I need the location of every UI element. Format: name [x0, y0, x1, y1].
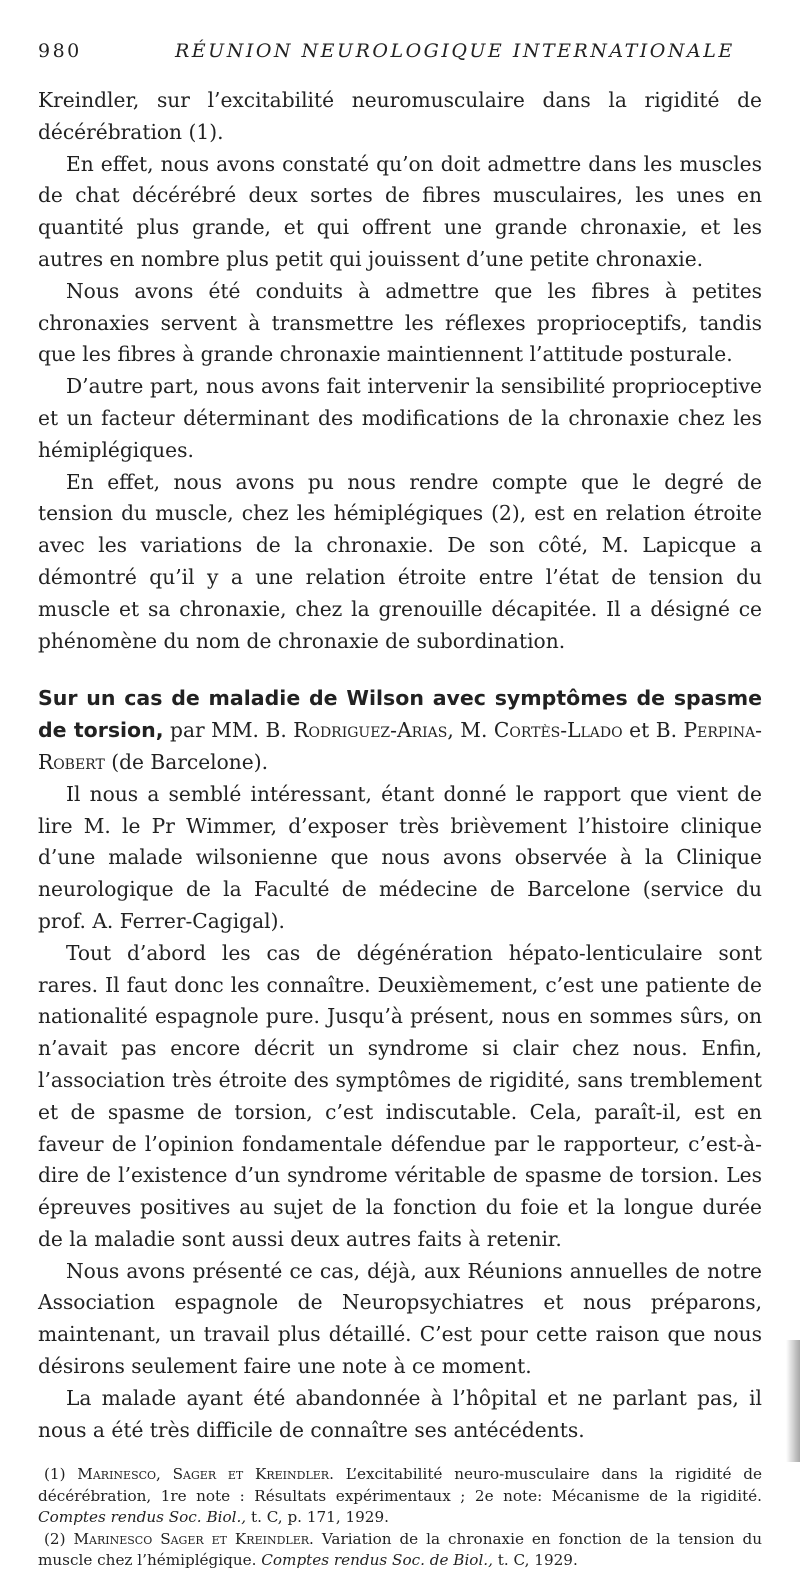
page-body — [38, 85, 762, 1572]
page-number: 980 — [38, 40, 82, 62]
footnote — [38, 1464, 762, 1529]
running-header — [38, 40, 758, 70]
footnote-authors: Marinesco, Sager et Kreindler. — [77, 1465, 334, 1484]
article-affiliation: (de Barcelone). — [111, 749, 269, 774]
paragraph: La malade ayant été abandonnée à l’hôpital et ne parlant pas, il nous a été très difficile de connaître ses antécédents. — [38, 1385, 762, 1442]
footnote-separator — [38, 1446, 762, 1456]
article-title: Sur un cas de maladie de Wilson avec symptômes de spasme de torsion, — [38, 686, 762, 743]
scan-edge-shadow — [786, 1340, 800, 1462]
paragraph: En effet, nous avons constaté qu’on doit admettre dans les muscles de chat décérébré deux sortes de fibres musculaires, les unes en quantité plus grande, et qui offrent une grande chronaxie, et les autres en nombre plus petit qui jouissent d’une petite chronaxie. — [38, 151, 762, 271]
footnote — [38, 1529, 762, 1572]
footnote-authors: Marinesco Sager et Kreindler. — [73, 1529, 314, 1548]
footnote-reference: t. C, p. 171, 1929. — [250, 1508, 389, 1527]
footnote-mark: (1) — [44, 1465, 66, 1484]
author-conjunction: et — [629, 718, 650, 743]
paragraph: Nous avons présenté ce cas, déjà, aux Réunions annuelles de notre Association espagnole de Neuropsychiatres et nous préparons, maintenant, un travail plus détaillé. C’est pour cette raison que nous désirons seulement faire une note à ce moment. — [38, 1258, 762, 1379]
article-author: M. Cortès-Llado — [460, 718, 623, 743]
paragraph: Nous avons été conduits à admettre que les fibres à petites chronaxies servent à transmettre les réflexes proprioceptifs, tandis que les fibres à grande chronaxie maintiennent l’attitude posturale. — [38, 278, 762, 367]
article-by: par MM. — [170, 718, 259, 743]
footnote-journal: Comptes rendus Soc. Biol., — [38, 1508, 247, 1527]
author-separator: , — [447, 718, 454, 743]
footnote-text: L’excitabilité neuro-musculaire dans la rigidité de décérébration, 1re note : Résultats expérimentaux ; 2e note: Mécanisme de la rigidité. — [38, 1465, 763, 1505]
article-author: B. Rodriguez-Arias — [265, 718, 448, 743]
paragraph: En effet, nous avons pu nous rendre compte que le degré de tension du muscle, chez les hémiplégiques (2), est en relation étroite avec les variations de la chronaxie. De son côté, M. Lapicque a démontré qu’il y a une relation étroite entre l’état de tension du muscle et sa chronaxie, chez la grenouille décapitée. Il a désigné ce phénomène du nom de chronaxie de subordination. — [38, 469, 762, 653]
running-title: RÉUNION NEUROLOGIQUE INTERNATIONALE — [175, 40, 735, 62]
footnote-journal: Comptes rendus Soc. de Biol., — [261, 1551, 493, 1570]
paragraph: D’autre part, nous avons fait intervenir la sensibilité proprioceptive et un facteur déterminant des modifications de la chronaxie chez les hémiplégiques. — [38, 374, 762, 462]
footnote-mark: (2) — [44, 1529, 66, 1548]
article-heading — [38, 683, 762, 778]
footnotes — [38, 1464, 762, 1572]
paragraph: Tout d’abord les cas de dégénération hépato-lenticulaire sont rares. Il faut donc les connaître. Deuxièmement, c’est une patiente de nationalité espagnole pure. Jusqu’à présent, nous en sommes sûrs, on n’avait pas encore décrit un syndrome si clair chez nous. Enfin, l’association très étroite des symptômes de rigidité, sans tremblement et de spasme de torsion, c’est indiscutable. Cela, paraît-il, est en faveur de l’opinion fondamentale défendue par le rapporteur, c’est-à-dire de l’existence d’un syndrome véritable de spasme de torsion. Les épreuves positives au sujet de la fonction du foie et la longue durée de la maladie sont aussi deux autres faits à retenir. — [38, 940, 762, 1251]
footnote-reference: t. C, 1929. — [497, 1551, 578, 1570]
footnote-text: Variation de la chronaxie en fonction de la tension du muscle chez l’hémiplégique. — [38, 1529, 763, 1570]
article-author: B. Perpina-Robert — [38, 718, 763, 774]
paragraph: Kreindler, sur l’excitabilité neuromusculaire dans la rigidité de décérébration (1). — [38, 88, 762, 144]
paragraph: Il nous a semblé intéressant, étant donné le rapport que vient de lire M. le Pr Wimmer, d’exposer très brièvement l’histoire clinique d’une malade wilsonienne que nous avons observée à la Clinique neurologique de la Faculté de médecine de Barcelone (service du prof. A. Ferrer-Cagigal). — [38, 781, 762, 933]
